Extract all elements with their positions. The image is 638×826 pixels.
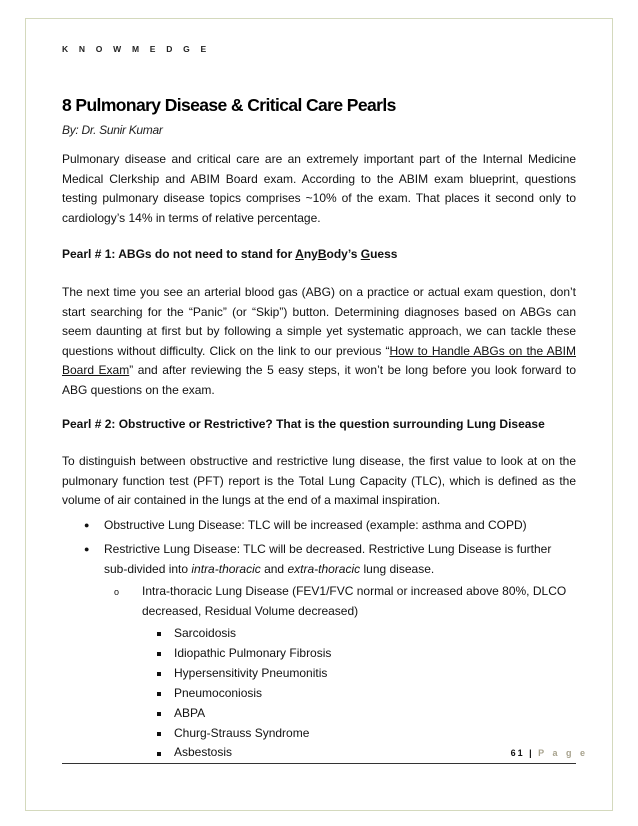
bullet-dot: ● (84, 520, 90, 530)
pearl2-text: To distinguish between obstructive and restrictive lung disease, the first value to look at on the pulmonary function test (PFT) report is the Total Lung Capacity (TLC), which is defined as the volume of air contained in the lungs at the end of a maximal inspiration. (62, 454, 576, 508)
square-bullet (157, 752, 161, 756)
square-bullet (157, 692, 161, 696)
list-item: Sarcoidosis (174, 626, 237, 640)
bullet-dot: ● (84, 544, 90, 554)
square-bullet (157, 672, 161, 676)
intro-text: Pulmonary disease and critical care are an extremely important part of the Internal Medicine Medical Clerkship and ABIM Board exam. According to the ABIM exam blueprint, questions testing pulmonary disease topics comprises ~10% of the exam. That places it second only to cardiology’s 14% in terms of relative percentage. (62, 152, 576, 225)
restrictive-text-c: lung disease. (360, 562, 435, 576)
restrictive-item-line2 (104, 562, 434, 576)
restrictive-text-a: sub-divided into (104, 562, 192, 576)
pearl1-t2: ody’s (326, 247, 361, 261)
list-item: Hypersensitivity Pneumonitis (174, 666, 328, 680)
intra-thoracic-line1: Intra-thoracic Lung Disease (FEV1/FVC normal or increased above 80%, DLCO (142, 584, 567, 598)
page-number: 61 (510, 748, 525, 758)
pearl1-u1: A (295, 247, 304, 261)
pearl1-t1: ny (303, 247, 318, 261)
restrictive-text-b: and (260, 562, 288, 576)
pearl1-t3: uess (370, 247, 398, 261)
square-bullet (157, 632, 161, 636)
pearl1-prefix: Pearl # 1: ABGs do not need to stand for (62, 247, 296, 261)
page-label: P a g e (538, 748, 588, 758)
pearl1-text-after: ” and after reviewing the 5 easy steps, it won’t be long before you look forward to ABG questions on the exam. (62, 363, 577, 397)
square-bullet (157, 732, 161, 736)
restrictive-item-line1: Restrictive Lung Disease: TLC will be decreased. Restrictive Lung Disease is further (104, 542, 552, 556)
page-title: 8 Pulmonary Disease & Critical Care Pearls (62, 95, 396, 115)
page-footer (511, 748, 588, 758)
pearl2-heading-text: Pearl # 2: Obstructive or Restrictive? That is the question surrounding Lung Disease (62, 417, 545, 431)
list-item: ABPA (174, 706, 206, 720)
header-brand: K N O W M E D G E (62, 44, 211, 54)
intra-thoracic-line2: decreased, Residual Volume decreased) (142, 604, 359, 618)
sub-bullet-circle: o (114, 587, 120, 597)
footer-rule (62, 763, 576, 764)
list-item: Asbestosis (174, 745, 233, 759)
list-item: Churg-Strauss Syndrome (174, 726, 310, 740)
square-bullet (157, 652, 161, 656)
pearl1-text-before: The next time you see an arterial blood gas (ABG) on a practice or actual exam question, don’t start searching for the “Panic” (or “Skip”) button. Determining diagnoses based on ABGs can seem daunting at first but by following a simple yet systematic approach, we can tackle these questions without difficulty. Click on the link to our previous “ (62, 285, 576, 358)
extra-thoracic-term: extra-thoracic (287, 562, 361, 576)
square-bullet (157, 712, 161, 716)
list-item: Pneumoconiosis (174, 686, 263, 700)
obstructive-item: Obstructive Lung Disease: TLC will be increased (example: asthma and COPD) (104, 518, 527, 532)
page-separator: | (529, 748, 534, 758)
pearl1-u3: G (360, 247, 371, 261)
pearl1-u2: B (317, 247, 327, 261)
list-item: Idiopathic Pulmonary Fibrosis (174, 646, 332, 660)
abg-article-link[interactable]: How to Handle ABGs on the ABIM Board Exam (62, 343, 576, 378)
lung-disease-list (62, 0, 576, 826)
author-line: By: Dr. Sunir Kumar (62, 123, 163, 137)
intra-thoracic-term: intra-thoracic (191, 562, 261, 576)
